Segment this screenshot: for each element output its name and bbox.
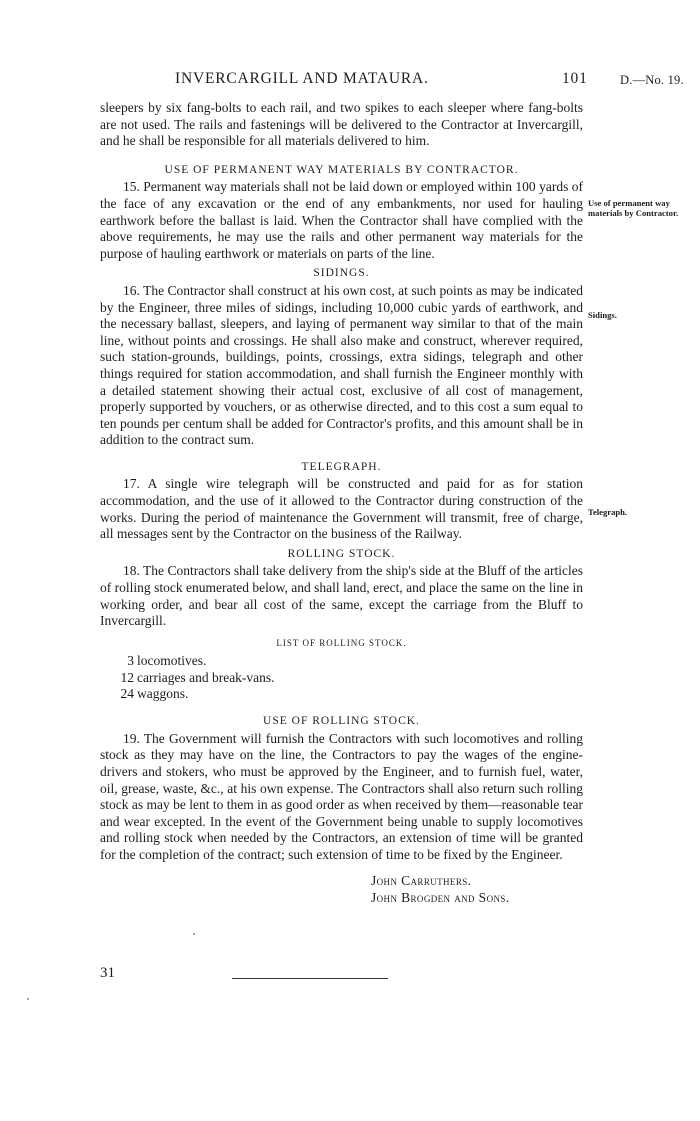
clause-17: 17. A single wire telegraph will be constructed and paid for as for station accommodation, and the use of it allowed to the Contractor during construction of the works. During the period of maintenance the Government will transmit, free of charge, all messages sent by the Contractor on the business of the Railway. [100,476,583,542]
print-speck [193,933,195,935]
clause-19: 19. The Government will furnish the Contractors with such locomotives and rolling stock as they may have on the line, the Contractors to pay the wages of the engine-drivers and stokers, who must be approved by the Engineer, and to furnish fuel, water, oil, grease, waste, &c., at his own expense. The Contractors shall also return such rolling stock as may be lent to them in as good order as when received by them—reasonable tear and wear excepted. In the event of the Government being unable to supply locomotives and rolling stock when needed by the Contractors, an extension of time will be granted for the completion of the contract; such extension of time to be fixed by the Engineer. [100,730,583,862]
section-heading-permanent-way: USE OF PERMANENT WAY MATERIALS BY CONTRACTOR. [164,163,519,176]
signature-block [371,872,583,906]
section-heading-sidings: SIDINGS. [313,267,370,280]
section-heading-use-of-rolling-stock: USE OF ROLLING STOCK. [263,715,420,728]
print-speck [27,998,29,1000]
list-item-text: waggons. [137,686,189,702]
opening-paragraph: sleepers by six fang-bolts to each rail, and two spikes to each sleeper where fang-bolts are not used. The rails and fastenings will be delivered to the Contractor at Invercargill, and he shall be responsible for all materials delivered to him. [100,100,583,149]
margin-note-sidings: Sidings. [588,310,617,320]
body-text [100,100,583,906]
footer-rule [232,978,388,979]
list-item-qty: 3 [127,652,134,668]
signature-line: John Brogden and Sons. [371,889,510,905]
page-number: 101 [562,70,588,87]
folio-number: 31 [100,965,115,981]
list-item [103,670,583,687]
running-title: INVERCARGILL AND MATAURA. [175,70,429,87]
list-item [103,686,583,703]
signature-line: John Carruthers. [371,872,472,888]
margin-note-telegraph: Telegraph. [588,507,628,517]
margin-note-permanent-way: Use of permanent way materials by Contractor. [588,198,679,218]
list-item-qty: 12 [120,669,134,685]
clause-16: 16. The Contractor shall construct at his own cost, at such points as may be indicated by the Engineer, three miles of sidings, including 10,000 cubic yards of earthwork, and the necessary ballast, sleepers, and laying of permanent way similar to that of the main line, without points and crossings. He shall also make and construct, wherever required, such station-grounds, buildings, points, crossings, extra sidings, telegraph and other things required for station accommodation, and shall furnish the Engineer monthly with a detailed statement showing their actual cost, exclusive of all cost of management, properly supported by vouchers, or as otherwise directed, and to this cost a sum equal to ten pounds per centum shall be added for Contractor's profits, and this amount shall be in addition to the contract sum. [100,282,583,448]
list-item-qty: 24 [120,686,134,702]
section-heading-rolling-stock: ROLLING STOCK. [287,547,396,560]
clause-18: 18. The Contractors shall take delivery from the ship's side at the Bluff of the articles of rolling stock enumerated below, and shall land, erect, and place the same on the line in working order, and bear all cost of the same, except the carriage from the Bluff to Invercargill. [100,563,583,629]
clause-15: 15. Permanent way materials shall not be laid down or employed within 100 yards of the face of any excavation or the end of any embankments, nor used for hauling earthwork before the ballast is laid. When the Contractor shall have complied with the above requirements, he may use the rails and other permanent way materials for the purpose of hauling earthwork or materials on parts of the line. [100,179,583,261]
list-item [103,653,583,670]
list-item-text: locomotives. [137,652,207,668]
document-reference: D.—No. 19. [620,73,684,87]
rolling-stock-list [103,653,583,703]
list-item-text: carriages and break-vans. [137,669,275,685]
section-heading-telegraph: TELEGRAPH. [301,460,382,473]
rolling-stock-list-heading: LIST OF ROLLING STOCK. [276,637,407,648]
